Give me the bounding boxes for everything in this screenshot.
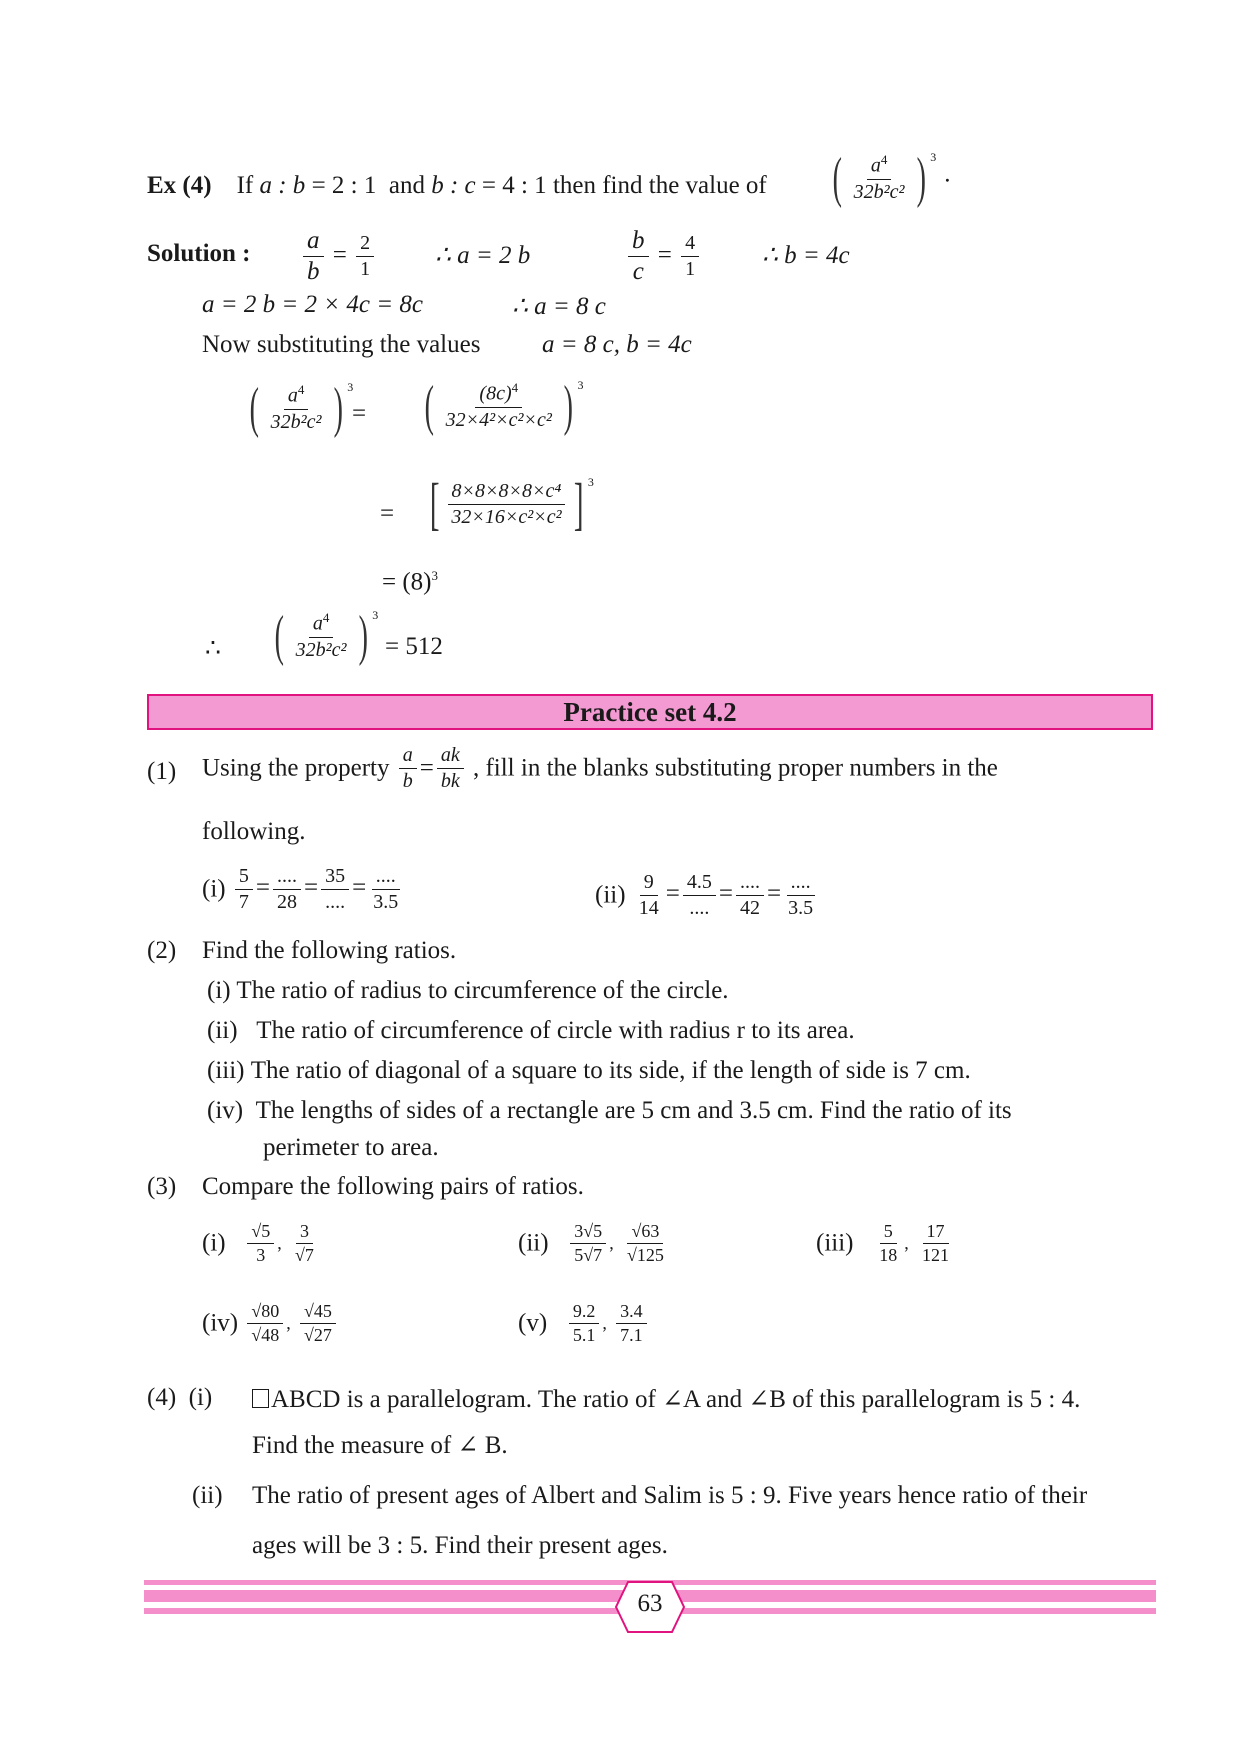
- q1-part-i: (i) $\frac{5}{7}$ = $\frac{....}{28}$ = $\frac{35}{....}$ = $\frac{....}{3.5}$: [202, 865, 399, 913]
- final-therefore: ∴: [205, 635, 221, 662]
- example-expression: ( $\frac{a^4}{\text{32b²c²}}$ ) $^3$ .: [832, 147, 951, 209]
- solution-line-3b: a = 8 c, b = 4c: [542, 331, 692, 358]
- page-number: 63: [637, 1590, 663, 1617]
- step-1-lhs: ( $\frac{a^4}{\text{32b²c²}}$ ) $^3$: [249, 377, 354, 439]
- q2-number: (2): [147, 937, 177, 964]
- ratio-2-rhs: = 4 : 1: [481, 172, 547, 199]
- q4-part-i-continued: Find the measure of ∠ B.: [252, 1432, 508, 1459]
- q2-item-iv: (iv) The lengths of sides of a rectangle are 5 cm and 3.5 cm. Find the ratio of its: [207, 1097, 1012, 1124]
- q4-number: (4) (i): [147, 1384, 213, 1411]
- q4-part-ii-continued: ages will be 3 : 5. Find their present ages.: [252, 1532, 668, 1559]
- q1-number: (1): [147, 758, 177, 785]
- q3-pair-v: (v) $\frac{9.2}{5.1}$ , $\frac{3.4}{7.1}$: [518, 1302, 650, 1345]
- step-2-equals: =: [380, 500, 395, 527]
- expr-numerator: a: [870, 154, 881, 177]
- q3-pair-ii: (ii) $\frac{3√5}{5√7}$ , $\frac{√63}{√125}$: [518, 1221, 664, 1265]
- final-lhs: ( $\frac{a^4}{\text{32b²c²}}$ ) $^3$: [274, 605, 379, 667]
- q3-pair-i: (i) $\frac{√5}{3}$ , $\frac{3}{√7}$: [202, 1221, 314, 1265]
- expr-power: 3: [930, 150, 937, 164]
- q1-text: Using the property $\frac{a}{b}$ = $\frac{ak}{bk}$ , fill in the blanks substituting proper numbers in the: [202, 744, 998, 792]
- quadrilateral-symbol-icon: [252, 1389, 269, 1408]
- q3-pair-iii: (iii) $\frac{5}{18}$ , $\frac{17}{121}$: [816, 1221, 949, 1265]
- step-2-expression: [ $\frac{\text{8×8×8×8×c⁴}}{\text{32×16×c²×c²}}$ ] $^3$: [429, 471, 594, 536]
- solution-result-2: ∴ b = 4c: [762, 242, 850, 269]
- q4-part-ii-label: (ii): [192, 1482, 223, 1509]
- q2-item-ii: (ii) The ratio of circumference of circle with radius r to its area.: [207, 1017, 855, 1044]
- q2-item-iv-continued: perimeter to area.: [263, 1134, 439, 1161]
- step-1-equals: =: [352, 400, 367, 427]
- q2-item-iii: (iii) The ratio of diagonal of a square to its side, if the length of side is 7 cm.: [207, 1057, 971, 1084]
- q1-text-continued: following.: [202, 818, 306, 845]
- expr-denominator: 32b²c²: [853, 180, 905, 203]
- practice-set-banner: [147, 694, 1153, 730]
- expr-period: .: [944, 160, 951, 188]
- q4-part-i: ABCD is a parallelogram. The ratio of ∠A and ∠B of this parallelogram is 5 : 4.: [252, 1384, 1080, 1414]
- solution-label: Solution :: [147, 240, 251, 267]
- solution-line-2a: a = 2 b = 2 × 4c = 8c: [202, 291, 423, 318]
- ratio-2-lhs: b : c: [431, 172, 476, 199]
- solution-line-2b: ∴ a = 8 c: [512, 293, 606, 320]
- q1-part-ii: (ii) $\frac{9}{14}$ = $\frac{4.5}{....}$ = $\frac{....}{42}$ = $\frac{....}{3.5}$: [595, 871, 814, 919]
- ratio-1-rhs: = 2 : 1: [311, 172, 377, 199]
- final-result: = 512: [385, 633, 443, 660]
- q2-text: Find the following ratios.: [202, 937, 457, 964]
- ratio-1-lhs: a : b: [259, 172, 306, 199]
- q2-item-i: (i) The ratio of radius to circumference of the circle.: [207, 977, 729, 1004]
- practice-set-title: Practice set 4.2: [563, 697, 737, 727]
- example-heading: [147, 172, 767, 200]
- q3-number: (3): [147, 1173, 177, 1200]
- expr-numerator-exp: 4: [880, 152, 888, 168]
- example-label: Ex (4): [147, 172, 212, 199]
- solution-step-2: $\frac{b}{c}$ = $\frac{4}{1}$: [625, 228, 702, 286]
- step-3: = $(8)^3$: [382, 568, 438, 596]
- solution-step-1: $\frac{a}{b}$ = $\frac{2}{1}$: [300, 228, 377, 286]
- example-and: and: [388, 172, 425, 199]
- step-1-rhs: ( $\frac{(8c)^4}{\text{32×4²×c²×c²}}$ ) $^3$: [424, 375, 584, 437]
- solution-line-3a: Now substituting the values: [202, 331, 481, 358]
- example-question: then find the value of: [552, 172, 767, 199]
- q4-part-ii: The ratio of present ages of Albert and Salim is 5 : 9. Five years hence ratio of their: [252, 1482, 1088, 1509]
- page-number-badge: [614, 1580, 686, 1634]
- example-intro: If: [236, 172, 254, 199]
- q3-text: Compare the following pairs of ratios.: [202, 1173, 584, 1200]
- solution-result-1: ∴ a = 2 b: [435, 242, 531, 269]
- q3-pair-iv: (iv) $\frac{√80}{√48}$ , $\frac{√45}{√27}$: [202, 1302, 339, 1345]
